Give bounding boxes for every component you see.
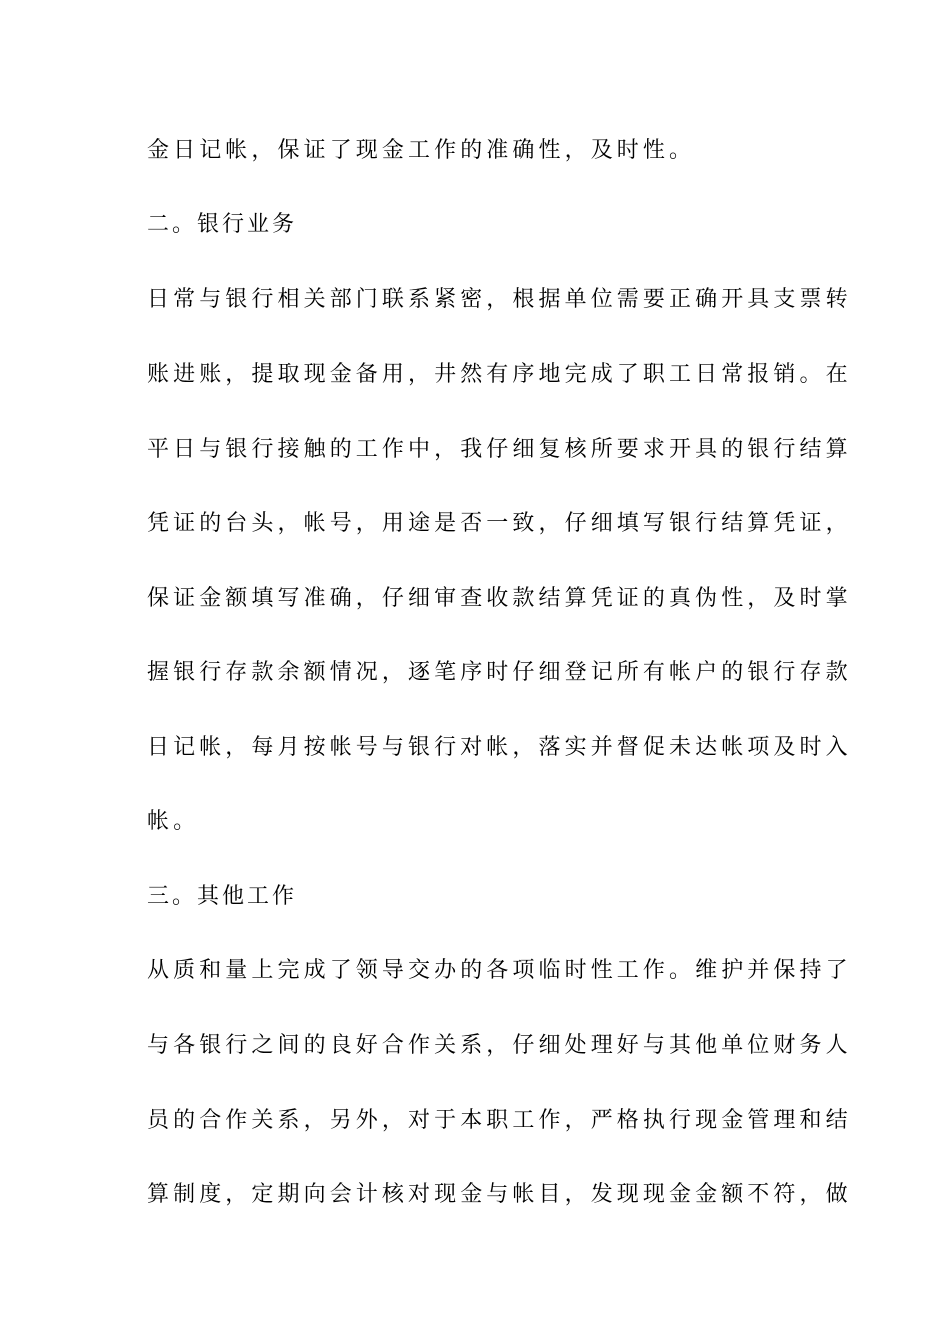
text-line-6: 保证金额填写准确，仔细审查收款结算凭证的真伪性，及时掌 <box>147 586 852 611</box>
text-line-7: 握银行存款余额情况，逐笔序时仔细登记所有帐户的银行存款 <box>147 660 852 685</box>
text-line-13: 算制度，定期向会计核对现金与帐目，发现现金金额不符，做 <box>147 1182 852 1207</box>
section-heading-other: 三。其他工作 <box>147 884 298 909</box>
text-line-10: 从质和量上完成了领导交办的各项临时性工作。维护并保持了 <box>147 958 852 983</box>
text-line-9: 帐。 <box>147 809 200 834</box>
section-heading-bank: 二。银行业务 <box>147 212 298 237</box>
text-line-4: 平日与银行接触的工作中，我仔细复核所要求开具的银行结算 <box>147 437 852 462</box>
text-line-1: 金日记帐，保证了现金工作的准确性，及时性。 <box>147 138 696 163</box>
text-line-5: 凭证的台头，帐号，用途是否一致，仔细填写银行结算凭证， <box>147 511 852 536</box>
text-line-12: 员的合作关系，另外，对于本职工作，严格执行现金管理和结 <box>147 1108 852 1133</box>
text-line-2: 日常与银行相关部门联系紧密，根据单位需要正确开具支票转 <box>147 287 852 312</box>
text-line-3: 账进账，提取现金备用，井然有序地完成了职工日常报销。在 <box>147 362 852 387</box>
text-line-8: 日记帐，每月按帐号与银行对帐，落实并督促未达帐项及时入 <box>147 735 852 760</box>
text-line-11: 与各银行之间的良好合作关系，仔细处理好与其他单位财务人 <box>147 1033 852 1058</box>
